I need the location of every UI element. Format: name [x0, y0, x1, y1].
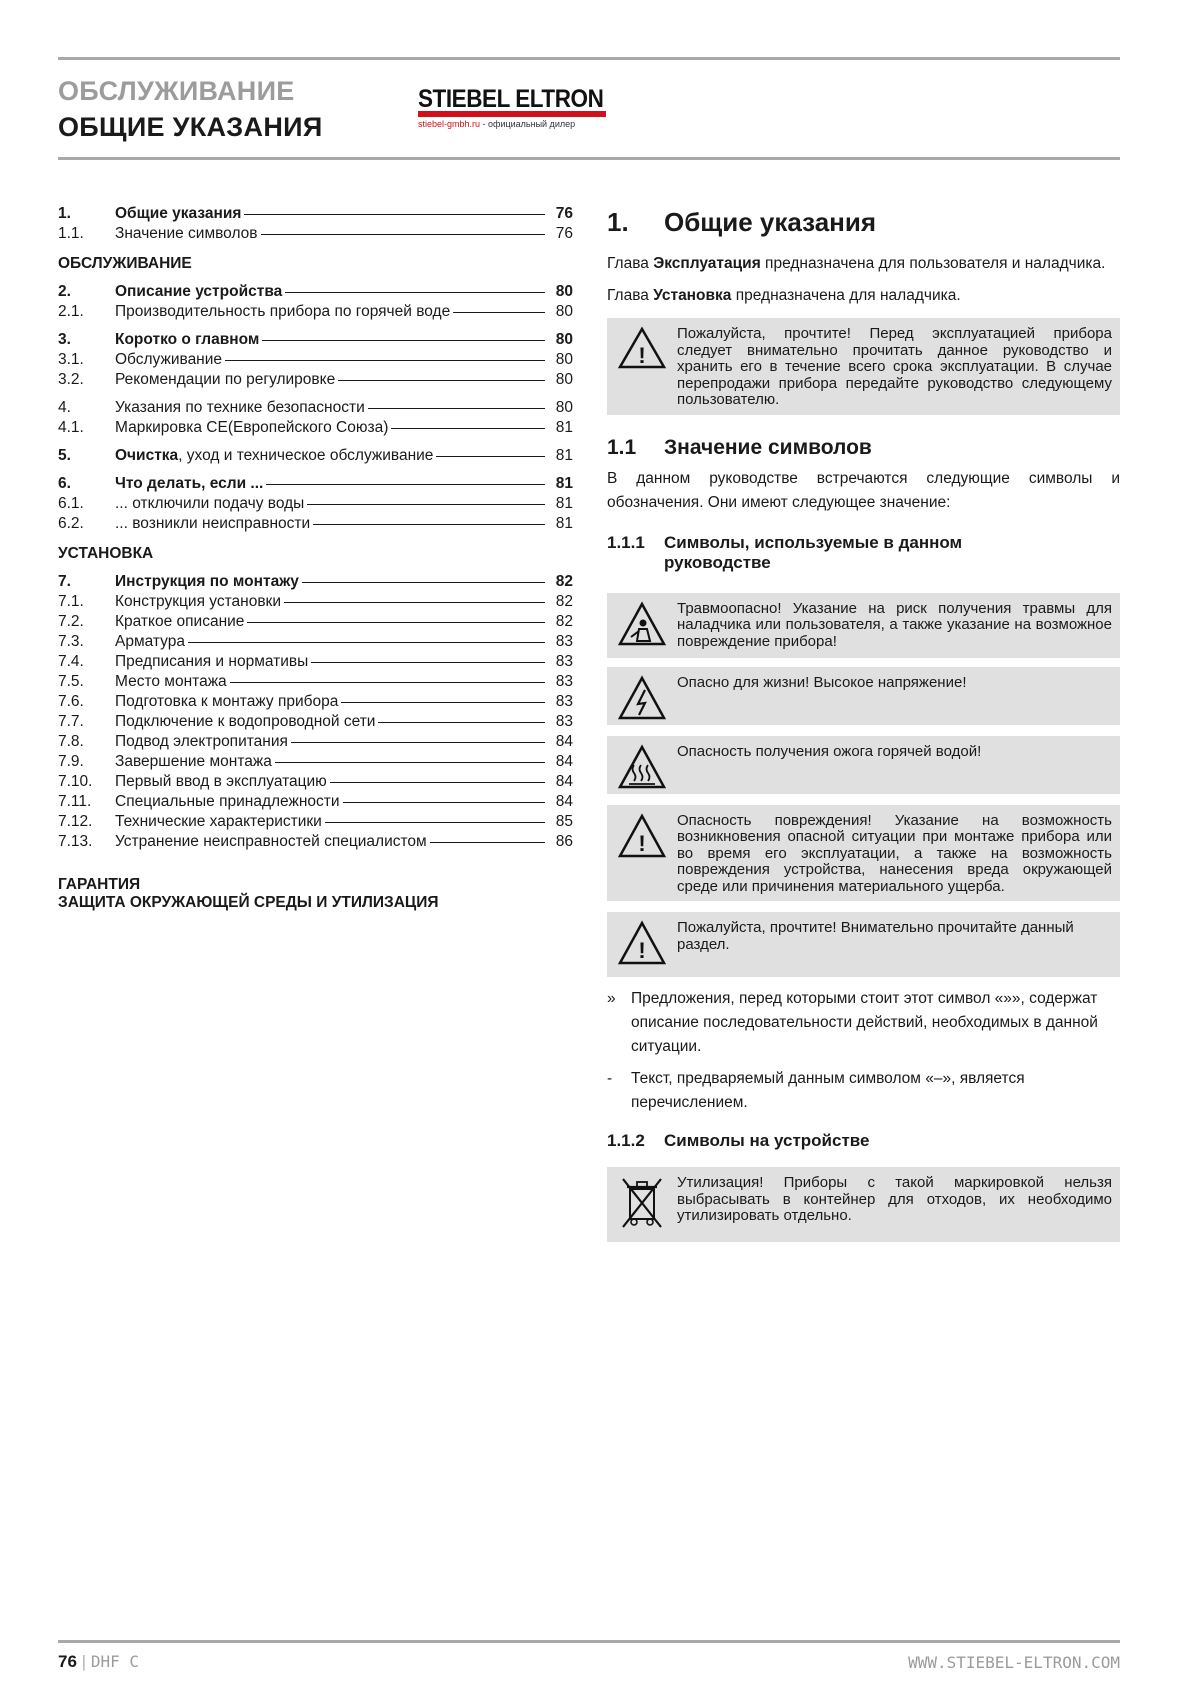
- svg-text:!: !: [638, 830, 646, 856]
- toc-page: 76: [555, 205, 573, 222]
- toc-page: 80: [555, 371, 573, 388]
- heading-text: Символы, используемые в данном руководстве: [664, 532, 963, 572]
- toc-leader: [302, 582, 545, 583]
- toc-num: 7.6.: [58, 693, 84, 710]
- toc-title: Подвод электропитания: [115, 733, 288, 750]
- toc-row[interactable]: [58, 672, 573, 692]
- toc-num: 7.1.: [58, 593, 84, 610]
- toc-foot: [58, 876, 573, 912]
- toc-num: 6.: [58, 475, 71, 492]
- toc-group-safety: [58, 398, 573, 438]
- warning-read-icon: [617, 920, 677, 971]
- toc-warranty: ГАРАНТИЯ: [58, 876, 141, 893]
- toc-leader: [453, 312, 545, 313]
- toc-page: 82: [555, 613, 573, 630]
- toc-row[interactable]: [58, 350, 573, 370]
- toc-row[interactable]: [58, 692, 573, 712]
- toc-group-install: [58, 572, 573, 852]
- toc-num: 5.: [58, 447, 71, 464]
- toc-page: 86: [555, 833, 573, 850]
- header-rule: [58, 157, 1120, 160]
- toc-num: 7.2.: [58, 613, 84, 630]
- toc-page: 85: [555, 813, 573, 830]
- toc-title: Первый ввод в эксплуатацию: [115, 773, 327, 790]
- toc-leader: [325, 822, 545, 823]
- footer-left: [58, 1652, 139, 1672]
- toc-title: [115, 446, 433, 466]
- model-name: DHF C: [90, 1652, 139, 1671]
- logo-site: stiebel-gmbh.ru: [418, 119, 481, 129]
- logo-dealer-text: - официальный дилер: [480, 119, 576, 129]
- heading-text: Значение символов: [664, 435, 872, 459]
- toc-title: Арматура: [115, 633, 185, 650]
- toc-row[interactable]: [58, 370, 573, 390]
- toc-row[interactable]: [58, 224, 573, 244]
- toc-page: 80: [555, 399, 573, 416]
- logo-brand: STIEBEL ELTRON: [418, 85, 604, 113]
- notice-text: Пожалуйста, прочтите! Внимательно прочитайте данный раздел.: [677, 919, 1074, 953]
- toc-num: 4.1.: [58, 419, 84, 436]
- toc-num: 7.8.: [58, 733, 84, 750]
- injury-icon: [617, 601, 677, 652]
- toc-num: 7.: [58, 573, 71, 590]
- toc-page: 84: [555, 733, 573, 750]
- toc-num: 7.10.: [58, 773, 93, 790]
- toc-row[interactable]: [58, 652, 573, 672]
- toc-title: Указания по технике безопасности: [115, 399, 365, 416]
- toc-title: Что делать, если ...: [115, 475, 264, 492]
- text: предназначена для пользователя и наладчика.: [760, 255, 1106, 272]
- toc-num: 2.1.: [58, 303, 84, 320]
- toc-row[interactable]: [58, 302, 573, 322]
- toc-row[interactable]: [58, 612, 573, 632]
- text-bold: Эксплуатация: [653, 255, 761, 272]
- toc-title: ... возникли неисправности: [115, 515, 311, 532]
- warning-damage-icon: [617, 813, 677, 896]
- toc-leader: [230, 682, 545, 683]
- heading-text: Общие указания: [664, 207, 877, 237]
- toc-page: 84: [555, 793, 573, 810]
- toc-num: 3.: [58, 331, 71, 348]
- toc-head-install: УСТАНОВКА: [58, 545, 154, 562]
- toc-title: Подготовка к монтажу прибора: [115, 693, 339, 710]
- toc-environment: ЗАЩИТА ОКРУЖАЮЩЕЙ СРЕДЫ И УТИЛИЗАЦИЯ: [58, 894, 439, 911]
- toc-leader: [244, 214, 545, 215]
- toc-leader: [391, 428, 545, 429]
- toc-leader: [188, 642, 545, 643]
- toc-page: 81: [555, 495, 573, 512]
- toc-num: 2.: [58, 283, 71, 300]
- toc-page: 83: [555, 693, 573, 710]
- toc-title: Специальные принадлежности: [115, 793, 340, 810]
- toc-num: 6.2.: [58, 515, 84, 532]
- toc-leader: [341, 702, 545, 703]
- toc-page: 84: [555, 753, 573, 770]
- text: Глава: [607, 287, 654, 304]
- toc-page: 83: [555, 653, 573, 670]
- notice-text: Опасность повреждения! Указание на возможность возникновения опасной ситуации при монтаже прибора или во время его эксплуатации, а также на возможность повреждения устройства, нанесения вреда окружающей среде или причинения материального ущерба.: [677, 811, 1112, 895]
- toc-group-general: [58, 204, 573, 244]
- text: предназначена для наладчика.: [731, 287, 961, 304]
- toc-title-bold: Очистка: [115, 447, 179, 464]
- toc-row[interactable]: [58, 732, 573, 752]
- bullet-text: Предложения, перед которыми стоит этот символ «»», содержат описание последовательности действий, необходимых в данной ситуации.: [631, 990, 1098, 1055]
- text-bold: Установка: [653, 287, 732, 304]
- toc-title: Обслуживание: [115, 351, 223, 368]
- toc-group-whatif: [58, 474, 573, 534]
- heading-device-symbols: [607, 1131, 1120, 1151]
- toc-title: Значение символов: [115, 225, 258, 242]
- table-of-contents: [58, 204, 573, 912]
- logo-dealer: [418, 119, 610, 129]
- toc-leader: [313, 524, 545, 525]
- bullet-action: [607, 987, 1120, 1059]
- para-symbols: В данном руководстве встречаются следующие символы и обозначения. Они имеют следующее значение:: [607, 469, 1120, 511]
- hot-water-icon: [617, 744, 677, 788]
- toc-num: 7.12.: [58, 813, 93, 830]
- notice-text: Опасно для жизни! Высокое напряжение!: [677, 673, 967, 691]
- heading-general: [607, 206, 1120, 238]
- toc-page: 76: [555, 225, 573, 242]
- toc-row[interactable]: [58, 572, 573, 592]
- toc-title: Подключение к водопроводной сети: [115, 713, 376, 730]
- notice-voltage: [607, 667, 1120, 725]
- bullet-text: Текст, предваряемый данным символом «–», является перечислением.: [631, 1070, 1025, 1111]
- notice-disposal: [607, 1167, 1120, 1242]
- toc-page: 83: [555, 633, 573, 650]
- toc-num: 7.9.: [58, 753, 84, 770]
- toc-row[interactable]: [58, 204, 573, 224]
- notice-read-section: [607, 912, 1120, 977]
- toc-leader: [291, 742, 545, 743]
- toc-row[interactable]: [58, 330, 573, 350]
- toc-leader: [261, 234, 545, 235]
- heading-num: 1.: [607, 207, 629, 237]
- toc-title: Предписания и нормативы: [115, 653, 309, 670]
- toc-row[interactable]: [58, 418, 573, 438]
- toc-title: Маркировка CE(Европейского Союза): [115, 419, 389, 436]
- toc-row[interactable]: [58, 772, 573, 792]
- toc-title: Устранение неисправностей специалистом: [115, 833, 427, 850]
- toc-title-rest: , уход и техническое обслуживание: [178, 447, 434, 464]
- toc-title: Завершение монтажа: [115, 753, 272, 770]
- toc-num: 3.1.: [58, 351, 84, 368]
- bullet-list: [607, 1067, 1120, 1115]
- recycle-bin-crossed-icon: [617, 1175, 677, 1236]
- notice-read: [607, 318, 1120, 415]
- toc-num: 7.13.: [58, 833, 93, 850]
- toc-leader: [368, 408, 545, 409]
- toc-leader: [338, 380, 545, 381]
- toc-title: Описание устройства: [115, 283, 283, 300]
- toc-leader: [225, 360, 545, 361]
- toc-title: Общие указания: [115, 205, 242, 222]
- text: Глава: [607, 255, 654, 272]
- notice-text: Опасность получения ожога горячей водой!: [677, 742, 982, 760]
- toc-row[interactable]: [58, 474, 573, 494]
- high-voltage-icon: [617, 675, 677, 719]
- heading-num: 1.1: [607, 435, 637, 459]
- notice-text: Утилизация! Приборы с такой маркировкой нельзя выбрасывать в контейнер для отходов, их необходимо утилизировать отдельно.: [677, 1174, 1112, 1224]
- para-operation: [607, 252, 1120, 276]
- toc-num: 7.4.: [58, 653, 84, 670]
- toc-page: 82: [555, 573, 573, 590]
- toc-row[interactable]: [58, 712, 573, 732]
- toc-page: 84: [555, 773, 573, 790]
- toc-page: 80: [555, 351, 573, 368]
- toc-num: 7.5.: [58, 673, 84, 690]
- toc-leader: [436, 456, 545, 457]
- toc-title: Коротко о главном: [115, 331, 260, 348]
- toc-leader: [247, 622, 545, 623]
- header-section: ОБСЛУЖИВАНИЕ: [58, 76, 295, 106]
- warning-read-icon: [617, 326, 677, 409]
- bottom-rule: [58, 1640, 1120, 1643]
- toc-title: Конструкция установки: [115, 593, 281, 610]
- toc-title: Производительность прибора по горячей воде: [115, 303, 451, 320]
- toc-group-short: [58, 330, 573, 390]
- toc-page: 82: [555, 593, 573, 610]
- bullet-mark: »: [607, 990, 616, 1007]
- toc-leader: [275, 762, 545, 763]
- toc-title: Рекомендации по регулировке: [115, 371, 336, 388]
- toc-leader: [311, 662, 545, 663]
- toc-num: 7.11.: [58, 793, 92, 810]
- para-install: [607, 284, 1120, 308]
- toc-page: 81: [555, 475, 573, 492]
- toc-title: ... отключили подачу воды: [115, 495, 305, 512]
- toc-page: 83: [555, 673, 573, 690]
- header-title: ОБЩИЕ УКАЗАНИЯ: [58, 112, 323, 142]
- toc-leader: [343, 802, 545, 803]
- toc-leader: [430, 842, 545, 843]
- toc-title: Технические характеристики: [115, 813, 322, 830]
- toc-page: 80: [555, 303, 573, 320]
- toc-leader: [266, 484, 545, 485]
- footer-url[interactable]: WWW.STIEBEL-ELTRON.COM: [908, 1653, 1120, 1672]
- toc-head-service: ОБСЛУЖИВАНИЕ: [58, 255, 192, 272]
- heading-symbols: [607, 435, 1120, 461]
- notice-scald: [607, 736, 1120, 794]
- toc-leader: [378, 722, 545, 723]
- toc-num: 3.2.: [58, 371, 84, 388]
- toc-num: 6.1.: [58, 495, 84, 512]
- notice-text: Травмоопасно! Указание на риск получения травмы для наладчика или пользователя, а также указание на возможное повреждение прибора!: [677, 599, 1112, 650]
- content-column: [607, 206, 1120, 1242]
- toc-page: 81: [555, 447, 573, 464]
- toc-group-description: [58, 282, 573, 322]
- toc-leader: [307, 504, 545, 505]
- toc-page: 81: [555, 419, 573, 436]
- toc-num: 7.7.: [58, 713, 84, 730]
- bullet-mark: -: [607, 1070, 613, 1087]
- toc-row[interactable]: [58, 832, 573, 852]
- toc-num: 4.: [58, 399, 71, 416]
- toc-title: Краткое описание: [115, 613, 245, 630]
- toc-leader: [285, 292, 545, 293]
- toc-num: 7.3.: [58, 633, 84, 650]
- toc-page: 80: [555, 331, 573, 348]
- toc-title: Место монтажа: [115, 673, 227, 690]
- svg-text:!: !: [638, 938, 646, 963]
- toc-page: 81: [555, 515, 573, 532]
- heading-num: 1.1.1: [607, 532, 645, 552]
- toc-row[interactable]: [58, 632, 573, 652]
- notice-injury: [607, 593, 1120, 658]
- brand-logo: [418, 84, 610, 129]
- toc-page: 83: [555, 713, 573, 730]
- footer-sep: |: [81, 1652, 87, 1671]
- toc-leader: [284, 602, 545, 603]
- toc-row[interactable]: [58, 446, 573, 466]
- toc-row[interactable]: [58, 514, 573, 534]
- heading-num: 1.1.2: [607, 1131, 645, 1150]
- toc-row[interactable]: [58, 494, 573, 514]
- toc-row[interactable]: [58, 592, 573, 612]
- toc-num: 1.1.: [58, 225, 84, 242]
- toc-row[interactable]: [58, 398, 573, 418]
- page-number: 76: [58, 1652, 77, 1671]
- toc-leader: [330, 782, 545, 783]
- toc-leader: [262, 340, 545, 341]
- notice-text: Пожалуйста, прочтите! Перед эксплуатацией прибора следует внимательно прочитать данное руководство и хранить его в течение всего срока эксплуатации. В случае перепродажи прибора передайте руководство следующему пользователю.: [677, 325, 1112, 408]
- toc-title: Инструкция по монтажу: [115, 573, 299, 590]
- svg-text:!: !: [638, 343, 646, 368]
- top-rule: [58, 57, 1120, 60]
- heading-text: Символы на устройстве: [664, 1131, 870, 1150]
- notice-damage: [607, 805, 1120, 902]
- toc-row[interactable]: [58, 282, 573, 302]
- heading-manual-symbols: [607, 533, 1120, 573]
- toc-num: 1.: [58, 205, 71, 222]
- toc-page: 80: [555, 283, 573, 300]
- toc-row[interactable]: [58, 752, 573, 772]
- toc-row[interactable]: [58, 792, 573, 812]
- toc-row[interactable]: [58, 812, 573, 832]
